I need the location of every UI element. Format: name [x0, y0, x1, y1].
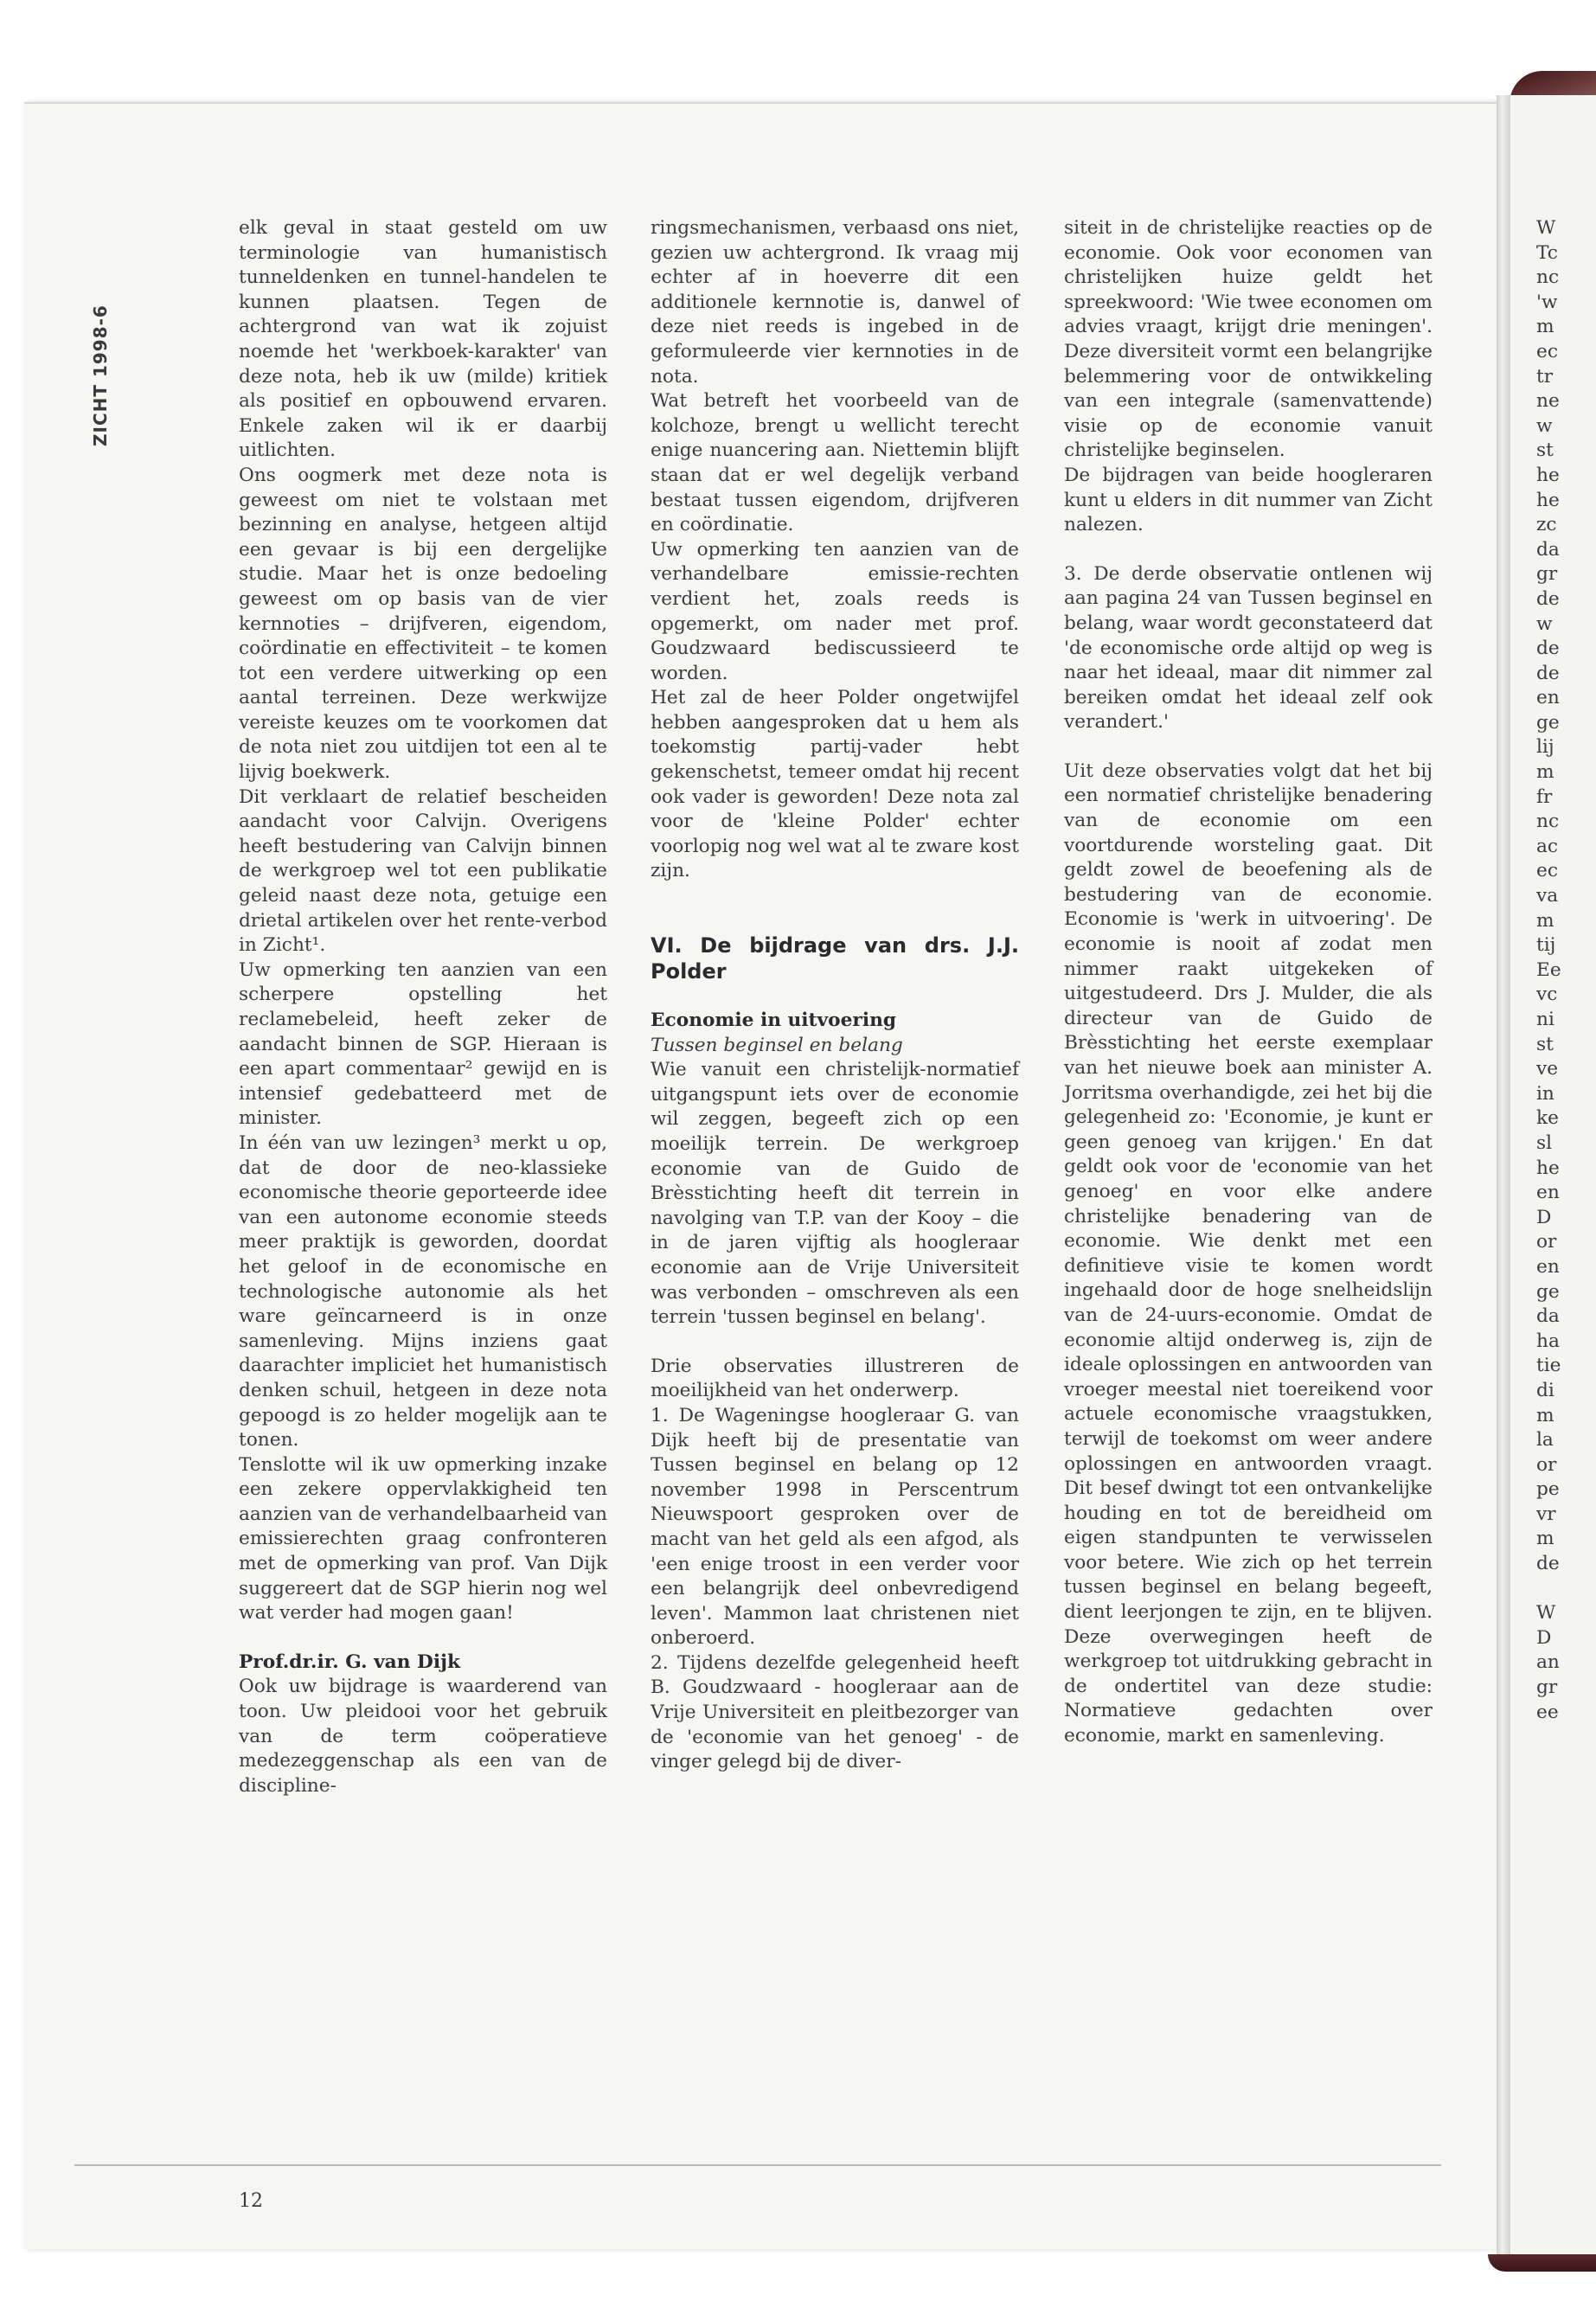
book-cover-corner-bottom: [1488, 2254, 1596, 2272]
paragraph: 3. De derde observatie ontlenen wij aan pagina 24 van Tussen beginsel en belang, waar wordt geconstateerd dat 'de economische orde altijd op weg is naar het ideaal, maar dit nimmer zal bereiken omdat het ideaal zelf ook verandert.': [1064, 562, 1433, 734]
paragraph: Drie observaties illustreren de moeilijkheid van het onderwerp.: [651, 1355, 1019, 1402]
article-subtitle: Tussen beginsel en belang: [651, 1034, 903, 1056]
facing-page-edge: [1510, 95, 1596, 2258]
text-column-2: [651, 216, 1019, 1775]
paragraph: Wat betreft het voorbeeld van de kolchoze, brengt u wellicht terecht enige nuancering aan. Niettemin blijft staan dat er wel degelijk verband bestaat tussen eigendom, drijfveren en coördinatie.: [651, 390, 1019, 536]
paragraph: Uw opmerking ten aanzien van een scherpere opstelling het reclamebeleid, heeft zeker de aandacht binnen de SGP. Hieraan is een apart commentaar² gewijd en is intensief gedebatteerd met de minister.: [239, 958, 607, 1130]
page-number: 12: [239, 2190, 263, 2212]
paragraph: Het zal de heer Polder ongetwijfel hebben aangesproken dat u hem als toekomstig partij-vader hebt gekenschetst, temeer omdat hij recent ook vader is geworden! Deze nota zal voor de 'kleine Polder' echter voorlopig nog wel wat al te zware kost zijn.: [651, 687, 1019, 882]
paragraph: Wie vanuit een christelijk-normatief uitgangspunt iets over de economie wil zeggen, begeeft zich op een moeilijk terrein. De werkgroep economie van de Guido de Brèsstichting heeft dit terrein in navolging van T.P. van der Kooy – die in de jaren vijftig als hoogleraar economie aan de Vrije Universiteit was verbonden – omschreven als een terrein 'tussen beginsel en belang'.: [651, 1059, 1019, 1329]
paragraph: Ons oogmerk met deze nota is geweest om niet te volstaan met bezinning en analyse, hetgeen altijd een gevaar is bij een dergelijke studie. Maar het is onze bedoeling geweest om op basis van de vier kernnoties – drijfveren, eigendom, coördinatie en effectiviteit – te komen tot een verdere uitwerking op een aantal terreinen. Deze werkwijze vereiste keuzes om te voorkomen dat de nota niet zou uitdijen tot een al te lijvig boekwerk.: [239, 464, 607, 784]
paragraph: elk geval in staat gesteld om uw terminologie van humanistisch tunneldenken en tunnel-handelen te kunnen plaatsen. Tegen de achtergrond van wat ik zojuist noemde het 'werkboek-karakter' van deze nota, heb ik uw (milde) kritiek als positief en opbouwend ervaren. Enkele zaken wil ik er daarbij uitlichten.: [239, 217, 607, 462]
paragraph: Uit deze observaties volgt dat het bij een normatief christelijke benadering van de economie om een voortdurende worsteling gaat. Dit geldt zowel de beoefening als de bestudering van de economie. Economie is 'werk in uitvoering'. De economie is nooit af zodat men nimmer raakt uitgekeken of uitgestudeerd. Drs J. Mulder, die als directeur van de Guido de Brèsstichting het eerste exemplaar van het nieuwe boek aan minister A. Jorritsma overhandigde, zei het bij die gelegenheid zo: 'Economie, je kunt er geen genoeg van krijgen.' En dat geldt ook voor de 'economie van het genoeg' en voor elke andere christelijke benadering van de economie. Wie denkt met een definitieve visie te komen wordt ingehaald door de hoge snelheidslijn van de 24-uurs-economie. Omdat de economie altijd onderweg is, zijn de ideale oplossingen en antwoorden van vroeger meestal niet toereikend voor actuele economische vraagstukken, terwijl de toekomst om weer andere oplossingen en antwoorden vraagt. Dit besef dwingt tot een ontvankelijke houding en tot de bereidheid om eigen standpunten te verwisselen voor betere. Wie zich op het terrein tussen beginsel en belang begeeft, dient leerjongen te zijn, en te blijven. Deze overwegingen heeft de werkgroep tot uitdrukking gebracht in de ondertitel van deze studie: Normatieve gedachten over economie, markt en samenleving.: [1064, 760, 1433, 1747]
paragraph: In één van uw lezingen³ merkt u op, dat de door de neo-klassieke economische theorie geporteerde idee van een autonome economie steeds meer praktijk is geworden, doordat het geloof in de economische en technologische autonomie als het ware geïncarneerd is in onze samenleving. Mijns inziens gaat daarachter impliciet het humanistisch denken schuil, hetgeen in deze nota gepoogd is zo helder mogelijk aan te tonen.: [239, 1131, 607, 1452]
paragraph: De bijdragen van beide hoogleraren kunt u elders in dit nummer van Zicht nalezen.: [1064, 464, 1433, 536]
paragraph: ringsmechanismen, verbaasd ons niet, gezien uw achtergrond. Ik vraag mij echter af in hoeverre dit een additionele kernnotie is, danwel of deze niet reeds is ingebed in de geformuleerde vier kernnoties in de nota.: [651, 217, 1019, 388]
section-heading: VI. De bijdrage van drs. J.J. Polder: [651, 933, 1019, 984]
footer-rule: [74, 2164, 1441, 2166]
paragraph: Ook uw bijdrage is waarderend van toon. Uw pleidooi voor het gebruik van de term coöperatieve medezeggenschap als een van de discipline-: [239, 1676, 607, 1797]
paragraph: 1. De Wageningse hoogleraar G. van Dijk heeft bij de presentatie van Tussen beginsel en belang op 12 november 1998 in Perscentrum Nieuwspoort gesproken over de macht van het geld als een afgod, als 'een enige troost in een verder voor een belangrijk deel onbevredigend leven'. Mammon laat christenen niet onberoerd.: [651, 1404, 1019, 1650]
paragraph: Tenslotte wil ik uw opmerking inzake een zekere oppervlakkigheid ten aanzien van de verhandelbaarheid van emissierechten graag confronteren met de opmerking van prof. Van Dijk suggereert dat de SGP hierin nog wel wat verder had mogen gaan!: [239, 1453, 607, 1625]
paragraph: Uw opmerking ten aanzien van de verhandelbare emissie-rechten verdient het, zoals reeds is opgemerkt, om nader met prof. Goudzwaard bediscussieerd te worden.: [651, 538, 1019, 684]
paragraph: 2. Tijdens dezelfde gelegenheid heeft B. Goudzwaard - hoogleraar aan de Vrije Universiteit en pleitbezorger van de 'economie van het genoeg' - de vinger gelegd bij de diver-: [651, 1651, 1019, 1773]
paragraph: siteit in de christelijke reacties op de economie. Ook voor economen van christelijken huize geldt het spreekwoord: 'Wie twee economen om advies vraagt, krijgt drie meningen'. Deze diversiteit vormt een belangrijke belemmering voor de ontwikkeling van een integrale (samenvattende) visie op de economie vanuit christelijke beginselen.: [1064, 217, 1433, 462]
running-head: ZICHT 1998-6: [90, 304, 111, 446]
facing-page-text-fragment: W Tc nc 'w m ec tr ne w st he he zc da gr de w de de en ge lij m fr nc ac ec va m tij Ee vc ni st ve in ke sl he en D or en ge da ha tie di m la or pe vr m de W D an gr ee: [1536, 217, 1561, 1723]
article-title: Economie in uitvoering: [651, 1009, 897, 1032]
text-column-1: [239, 216, 607, 1798]
text-column-3: [1064, 216, 1433, 1749]
book-spine-gutter: [1497, 95, 1510, 2258]
paragraph: Dit verklaart de relatief bescheiden aandacht voor Calvijn. Overigens heeft bestudering van Calvijn binnen de werkgroep wel tot een publikatie geleid naast deze nota, getuige een drietal artikelen over het rente-verbod in Zicht¹.: [239, 785, 607, 957]
author-subheading: Prof.dr.ir. G. van Dijk: [239, 1650, 460, 1673]
